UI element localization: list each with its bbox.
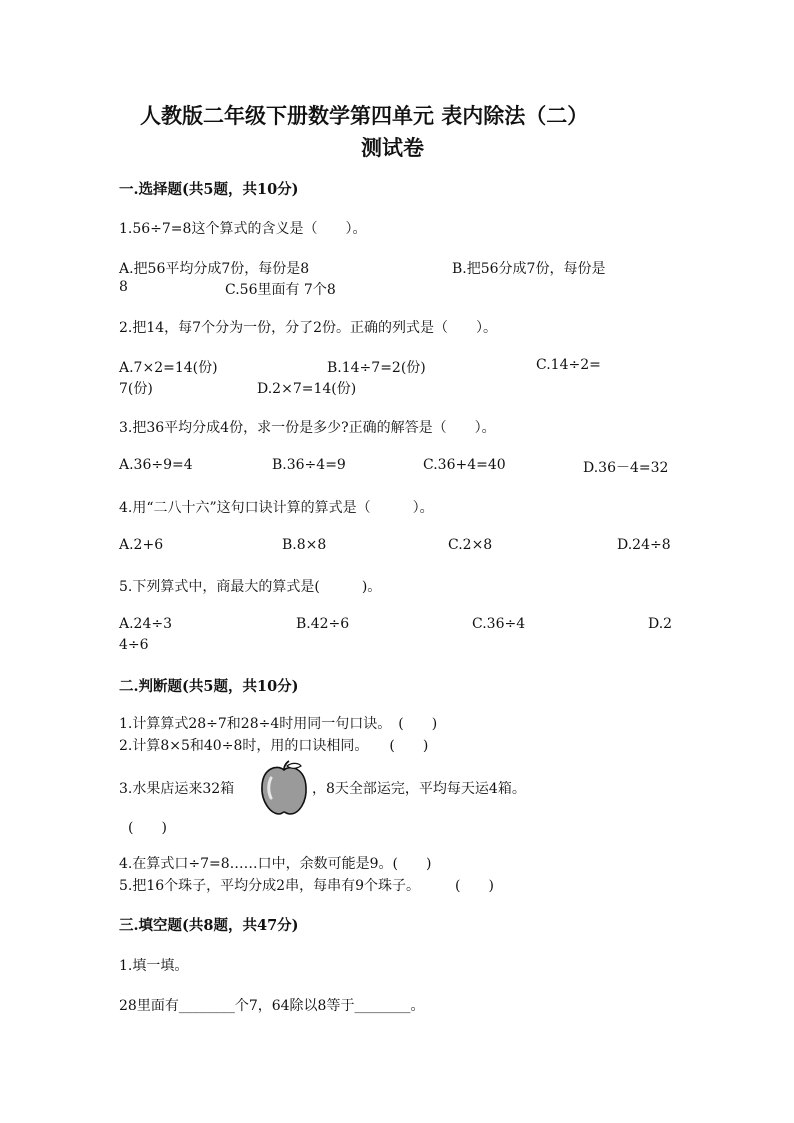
section-heading-judge: 二.判断题(共5题，共10分) [119, 678, 299, 695]
title-line-1: 人教版二年级下册数学第四单元 表内除法（二） [140, 103, 589, 128]
judge-question-4: 4.在算式口÷7=8……口中，余数可能是9。( ) [119, 856, 432, 872]
judge-question-3-paren: ( ) [128, 820, 167, 836]
question-2-option-b: B.14÷7=2(份) [327, 360, 426, 376]
section-heading-fill: 三.填空题(共8题，共47分) [119, 917, 299, 934]
question-2-stem: 2.把14，每7个分为一份，分了2份。正确的列式是（ ）。 [119, 320, 497, 336]
title-line-2: 测试卷 [361, 135, 424, 160]
question-3-option-a: A.36÷9=4 [119, 457, 193, 473]
question-1-option-a: A.把56平均分成7份，每份是8 [119, 261, 310, 277]
question-5-option-d-cont: 4÷6 [119, 637, 149, 653]
question-5-option-c: C.36÷4 [472, 616, 526, 632]
section-heading-choice: 一.选择题(共5题，共10分) [119, 181, 299, 198]
judge-question-5: 5.把16个珠子，平均分成2串，每串有9个珠子。 ( ) [119, 878, 494, 894]
question-2-option-c-cont: 7(份) [119, 381, 153, 397]
question-1-stem: 1.56÷7=8这个算式的含义是（ ）。 [119, 221, 367, 237]
question-2-option-c: C.14÷2= [536, 357, 601, 373]
question-4-option-a: A.2+6 [119, 537, 164, 553]
question-3-option-c: C.36+4=40 [423, 457, 506, 473]
question-4-stem: 4.用“二八十六”这句口诀计算的算式是（ ）。 [119, 500, 434, 516]
question-5-option-a: A.24÷3 [119, 616, 173, 632]
question-5-stem: 5.下列算式中，商最大的算式是( )。 [119, 579, 382, 595]
apple-icon [259, 760, 309, 816]
judge-question-3-part-2: ，8天全部运完，平均每天运4箱。 [312, 781, 526, 797]
fill-question-1-line: 28里面有________个7，64除以8等于________。 [119, 998, 425, 1014]
question-4-option-d: D.24÷8 [617, 537, 671, 553]
question-1-option-c: C.56里面有 7个8 [225, 282, 336, 298]
question-3-stem: 3.把36平均分成4份，求一份是多少?正确的解答是（ ）。 [119, 420, 496, 436]
judge-question-1: 1.计算算式28÷7和28÷4时用同一句口诀。 ( ) [119, 716, 438, 732]
judge-question-2: 2.计算8×5和40÷8时，用的口诀相同。 ( ) [119, 738, 429, 754]
judge-question-3-part-1: 3.水果店运来32箱 [119, 781, 235, 797]
question-1-option-b: B.把56分成7份，每份是 [452, 261, 606, 277]
question-5-option-d: D.2 [648, 616, 673, 632]
question-2-option-a: A.7×2=14(份) [119, 360, 218, 376]
question-3-option-d: D.36－4=32 [583, 460, 669, 476]
fill-question-1: 1.填一填。 [119, 958, 189, 974]
question-5-option-b: B.42÷6 [296, 616, 350, 632]
question-4-option-b: B.8×8 [282, 537, 327, 553]
question-4-option-c: C.2×8 [448, 537, 493, 553]
question-1-option-b-cont: 8 [119, 279, 128, 295]
question-2-option-d: D.2×7=14(份) [257, 381, 357, 397]
question-3-option-b: B.36÷4=9 [272, 457, 346, 473]
